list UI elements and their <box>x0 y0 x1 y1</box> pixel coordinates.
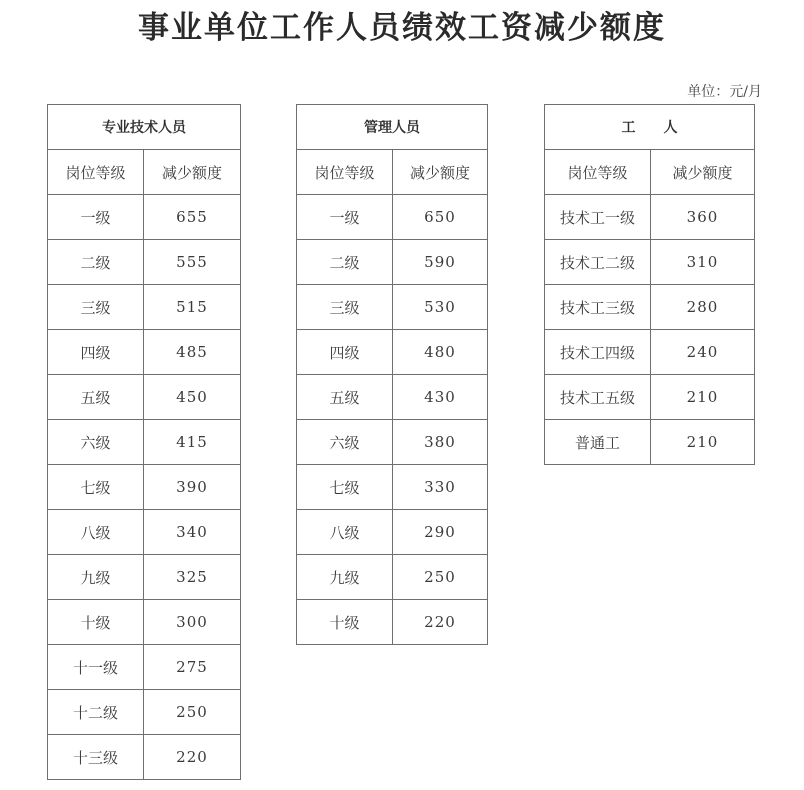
table-row <box>48 600 241 645</box>
amount-cell: 250 <box>144 690 241 735</box>
table-row <box>297 600 488 645</box>
table-row <box>545 330 755 375</box>
level-cell: 十级 <box>48 600 144 645</box>
table-row <box>48 285 241 330</box>
table-row <box>297 330 488 375</box>
amount-cell: 380 <box>393 420 488 465</box>
level-cell: 三级 <box>48 285 144 330</box>
amount-cell: 220 <box>393 600 488 645</box>
level-cell: 七级 <box>48 465 144 510</box>
column-header-level: 岗位等级 <box>48 150 144 195</box>
workers-table <box>544 104 755 465</box>
level-cell: 二级 <box>48 240 144 285</box>
column-header-amount: 减少额度 <box>393 150 488 195</box>
table-row <box>545 195 755 240</box>
table-row <box>48 330 241 375</box>
table-row <box>297 240 488 285</box>
amount-cell: 240 <box>651 330 755 375</box>
page-title: 事业单位工作人员绩效工资减少额度 <box>138 10 666 46</box>
table-row <box>297 375 488 420</box>
table-row <box>48 240 241 285</box>
level-cell: 三级 <box>297 285 393 330</box>
amount-cell: 415 <box>144 420 241 465</box>
table-row <box>545 375 755 420</box>
amount-cell: 430 <box>393 375 488 420</box>
amount-cell: 330 <box>393 465 488 510</box>
table-row <box>297 285 488 330</box>
column-header-amount: 减少额度 <box>144 150 241 195</box>
level-cell: 四级 <box>297 330 393 375</box>
amount-cell: 390 <box>144 465 241 510</box>
amount-cell: 220 <box>144 735 241 780</box>
level-cell: 技术工四级 <box>545 330 651 375</box>
level-cell: 技术工三级 <box>545 285 651 330</box>
amount-cell: 655 <box>144 195 241 240</box>
level-cell: 十二级 <box>48 690 144 735</box>
level-cell: 技术工二级 <box>545 240 651 285</box>
amount-cell: 590 <box>393 240 488 285</box>
table-row <box>48 420 241 465</box>
level-cell: 技术工一级 <box>545 195 651 240</box>
amount-cell: 530 <box>393 285 488 330</box>
table-row <box>48 195 241 240</box>
table-group-title: 工 人 <box>545 105 755 150</box>
level-cell: 五级 <box>297 375 393 420</box>
level-cell: 十级 <box>297 600 393 645</box>
level-cell: 一级 <box>48 195 144 240</box>
table-row <box>297 510 488 555</box>
column-header-amount: 减少额度 <box>651 150 755 195</box>
table-row <box>297 555 488 600</box>
table-row <box>48 375 241 420</box>
level-cell: 技术工五级 <box>545 375 651 420</box>
table-row <box>48 510 241 555</box>
table-row <box>297 465 488 510</box>
table-row <box>545 420 755 465</box>
amount-cell: 280 <box>651 285 755 330</box>
column-header-level: 岗位等级 <box>545 150 651 195</box>
management-staff-table <box>296 104 488 645</box>
level-cell: 普通工 <box>545 420 651 465</box>
amount-cell: 300 <box>144 600 241 645</box>
table-row <box>48 645 241 690</box>
level-cell: 十一级 <box>48 645 144 690</box>
amount-cell: 450 <box>144 375 241 420</box>
table-row <box>545 285 755 330</box>
amount-cell: 250 <box>393 555 488 600</box>
level-cell: 四级 <box>48 330 144 375</box>
level-cell: 八级 <box>297 510 393 555</box>
amount-cell: 210 <box>651 420 755 465</box>
level-cell: 一级 <box>297 195 393 240</box>
unit-note: 单位：元/月 <box>687 84 762 100</box>
level-cell: 八级 <box>48 510 144 555</box>
table-row <box>48 735 241 780</box>
amount-cell: 340 <box>144 510 241 555</box>
level-cell: 二级 <box>297 240 393 285</box>
level-cell: 六级 <box>297 420 393 465</box>
amount-cell: 310 <box>651 240 755 285</box>
level-cell: 七级 <box>297 465 393 510</box>
table-row <box>545 240 755 285</box>
table-group-title: 专业技术人员 <box>48 105 241 150</box>
level-cell: 九级 <box>297 555 393 600</box>
table-row <box>297 195 488 240</box>
amount-cell: 515 <box>144 285 241 330</box>
table-row <box>48 465 241 510</box>
amount-cell: 480 <box>393 330 488 375</box>
table-group-title: 管理人员 <box>297 105 488 150</box>
amount-cell: 555 <box>144 240 241 285</box>
level-cell: 六级 <box>48 420 144 465</box>
amount-cell: 290 <box>393 510 488 555</box>
amount-cell: 360 <box>651 195 755 240</box>
column-header-level: 岗位等级 <box>297 150 393 195</box>
amount-cell: 485 <box>144 330 241 375</box>
table-row <box>297 420 488 465</box>
amount-cell: 275 <box>144 645 241 690</box>
level-cell: 十三级 <box>48 735 144 780</box>
amount-cell: 325 <box>144 555 241 600</box>
table-row <box>48 555 241 600</box>
level-cell: 九级 <box>48 555 144 600</box>
amount-cell: 210 <box>651 375 755 420</box>
level-cell: 五级 <box>48 375 144 420</box>
table-row <box>48 690 241 735</box>
amount-cell: 650 <box>393 195 488 240</box>
professional-staff-table <box>47 104 241 780</box>
